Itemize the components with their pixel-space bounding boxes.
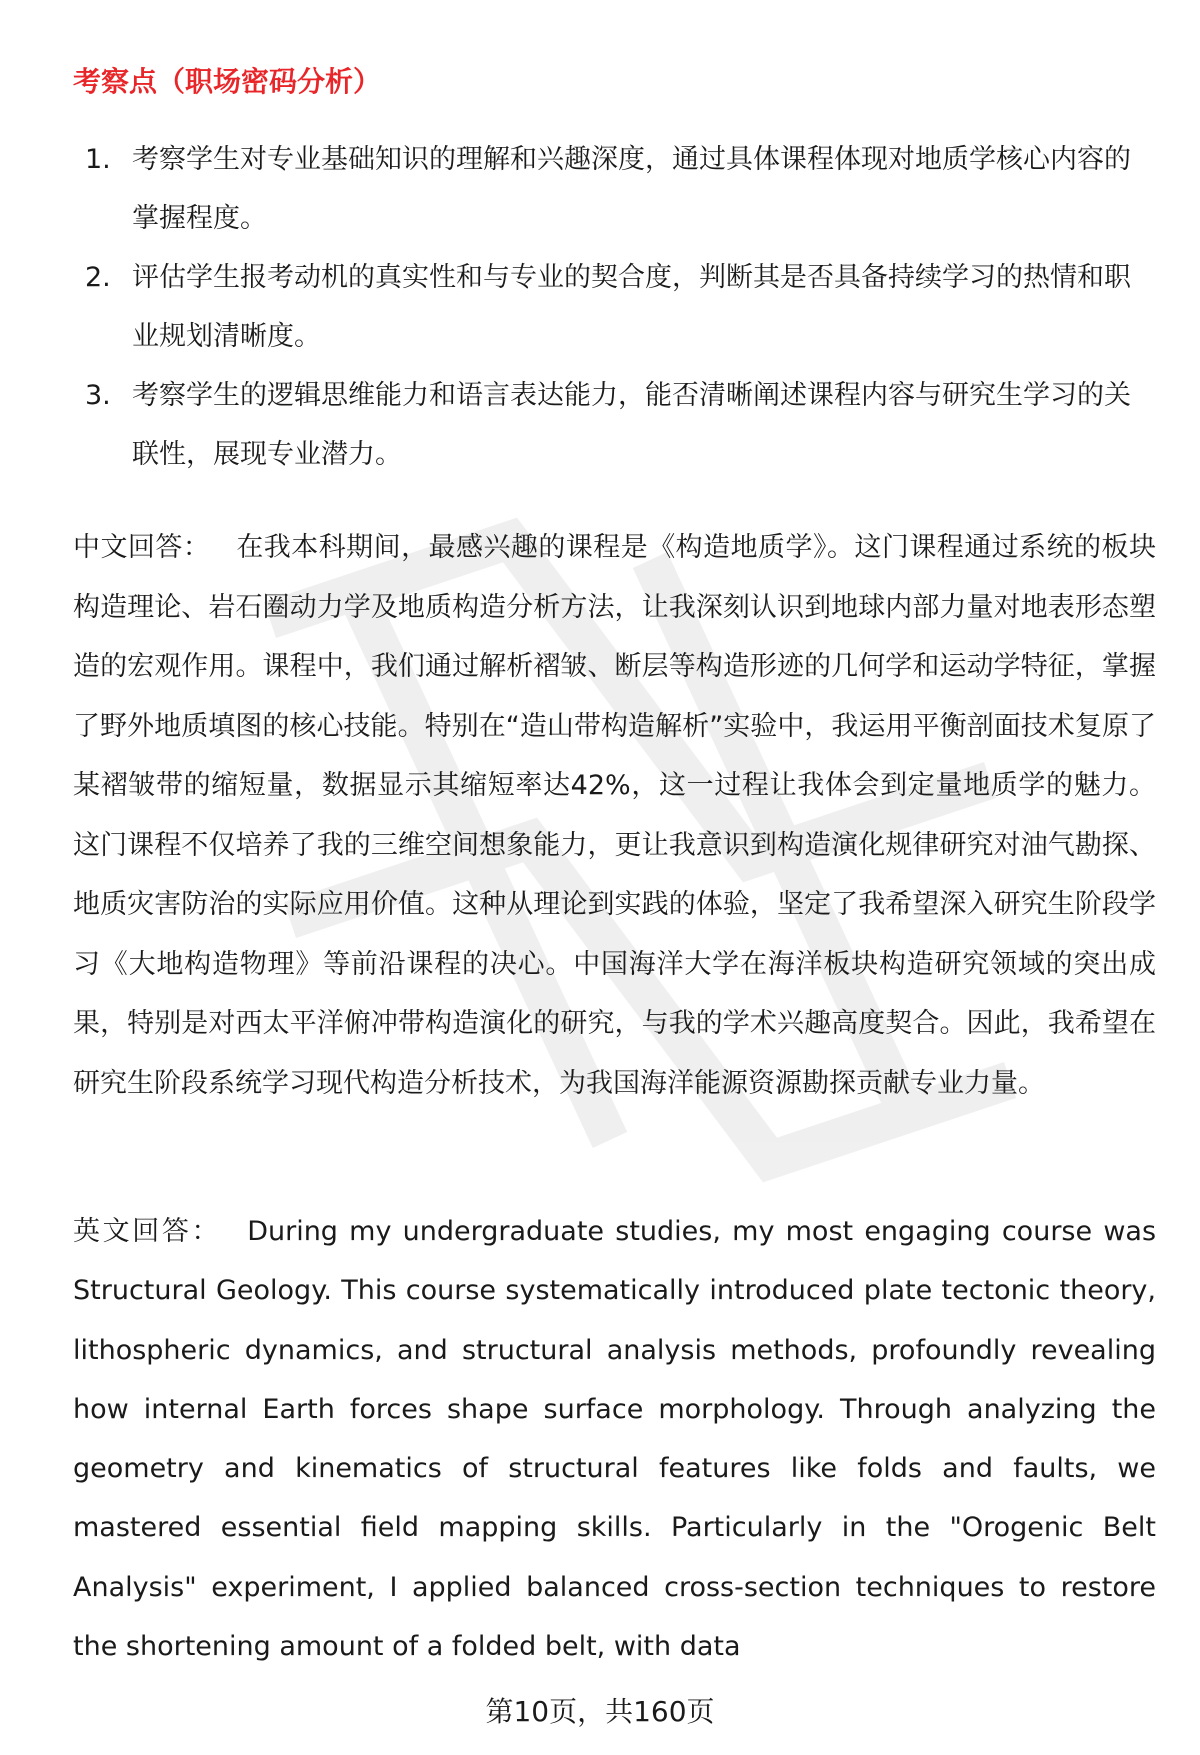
chinese-answer: [73, 518, 1156, 1113]
page-number-footer: 第10页，共160页: [485, 1695, 715, 1728]
chinese-answer-text: 在我本科期间，最感兴趣的课程是《构造地质学》。这门课程通过系统的板块构造理论、岩石圈动力学及地质构造分析方法，让我深刻认识到地球内部力量对地表形态塑造的宏观作用。课程中，我们通过解析褶皱、断层等构造形迹的几何学和运动学特征，掌握了野外地质填图的核心技能。特别在“造山带构造解析”实验中，我运用平衡剖面技术复原了某褶皱带的缩短量，数据显示其缩短率达42%，这一过程让我体会到定量地质学的魅力。这门课程不仅培养了我的三维空间想象能力，更让我意识到构造演化规律研究对油气勘探、地质灾害防治的实际应用价值。这种从理论到实践的体验，坚定了我希望深入研究生阶段学习《大地构造物理》等前沿课程的决心。中国海洋大学在海洋板块构造研究领域的突出成果，特别是对西太平洋俯冲带构造演化的研究，与我的学术兴趣高度契合。因此，我希望在研究生阶段系统学习现代构造分析技术，为我国海洋能源资源勘探贡献专业力量。: [73, 532, 1157, 1099]
list-item-number: 1.: [85, 144, 111, 175]
english-answer-label: 英文回答：: [73, 1216, 222, 1247]
section-title: 考察点（职场密码分析）: [73, 65, 382, 98]
list-item-text: 考察学生的逻辑思维能力和语言表达能力，能否清晰阐述课程内容与研究生学习的关联性，展现专业潜力。: [132, 380, 1131, 470]
list-item: [73, 366, 1153, 484]
list-item: [73, 248, 1153, 366]
list-item-text: 评估学生报考动机的真实性和与专业的契合度，判断其是否具备持续学习的热情和职业规划清晰度。: [132, 262, 1131, 352]
list-item-number: 2.: [85, 262, 111, 293]
english-answer: [73, 1202, 1157, 1663]
assessment-points-list: [73, 130, 1153, 484]
list-item-text: 考察学生对专业基础知识的理解和兴趣深度，通过具体课程体现对地质学核心内容的掌握程度。: [132, 144, 1131, 234]
english-answer-text: During my undergraduate studies, my most engaging course was Structural Geology. This course systematically introduced plate tectonic theory, lithospheric dynamics, and structural analysis methods, profoundly revealing how internal Earth forces shape surface morphology. Through analyzing the geometry and kinematics of structural features like folds and faults, we mastered essential field mapping skills. Particularly in the "Orogenic Belt Analysis" experiment, I applied balanced cross-section techniques to restore the shortening amount of a folded belt, with data: [73, 1216, 1157, 1663]
chinese-answer-label: 中文回答：: [73, 532, 211, 563]
list-item-number: 3.: [85, 380, 111, 411]
list-item: [73, 130, 1153, 248]
